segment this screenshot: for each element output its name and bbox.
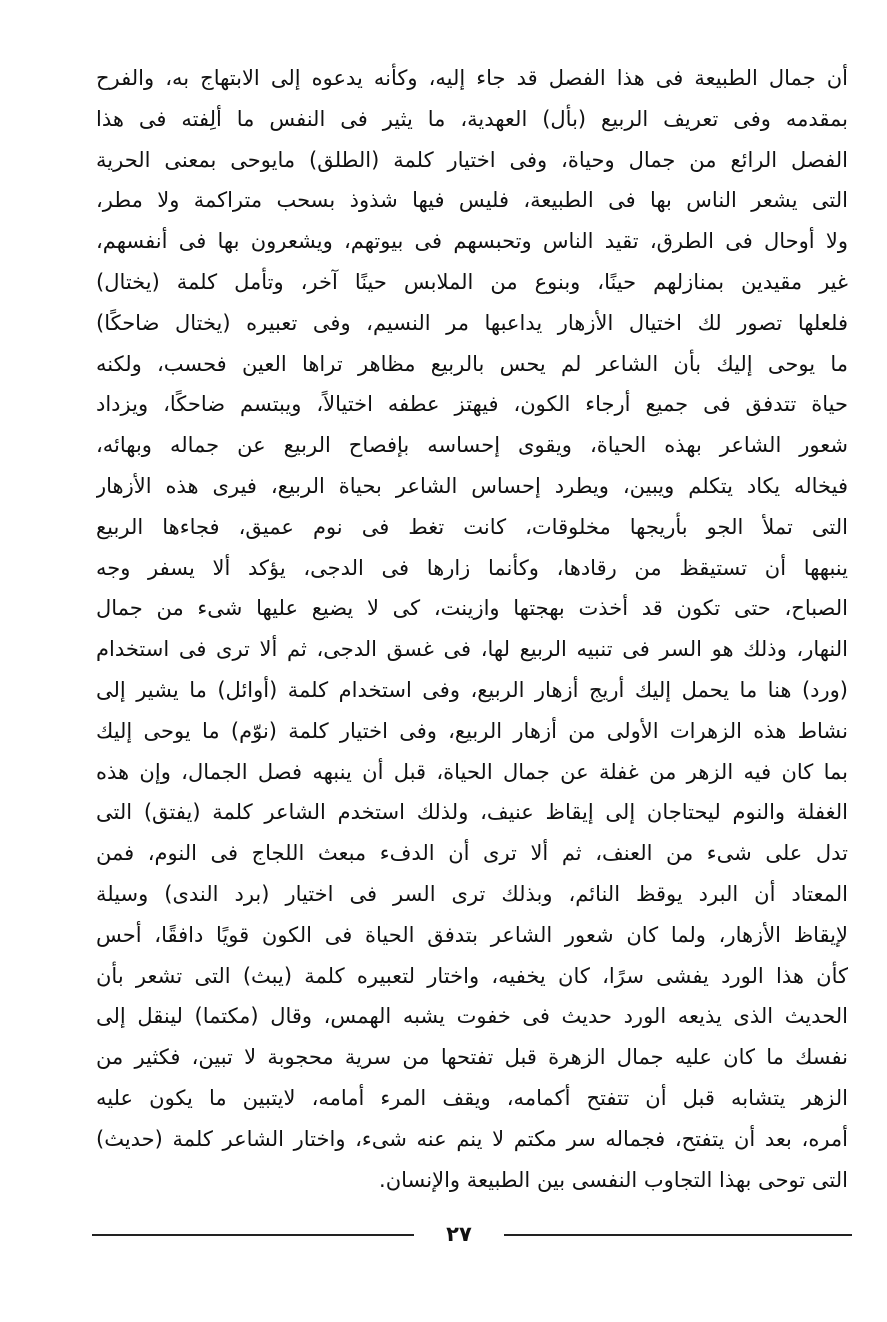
text-line: فلعلها تصور لك اختيال الأزهار يداعبها مر النسيم، وفى تعبيره (يختال ضاحكًا) [96,310,848,335]
text-line: كأن هذا الورد يفشى سرًا، كان يخفيه، واختار لتعبيره كلمة (يبث) التى تشعر بأن [96,963,848,988]
text-line: ينبهها أن تستيقظ من رقادها، وكأنما زارها فى الدجى، يؤكد ألا يسفر وجه [96,555,848,580]
text-line: التى تملأ الجو بأريجها مخلوقات، كانت تغط فى نوم عميق، فجاءها الربيع [96,514,848,539]
text-line: أن جمال الطبيعة فى هذا الفصل قد جاء إليه، وكأنه يدعوه إلى الابتهاج به، والفرح [96,66,848,90]
text-line: ولا أوحال فى الطرق، تقيد الناس وتحبسهم فى بيوتهم، ويشعرون بها فى أنفسهم، [96,229,848,254]
footer-rule-left [92,1234,414,1236]
text-line: شعور الشاعر بهذه الحياة، ويقوى إحساسه بإفصاح الربيع عن جماله وبهائه، [96,433,848,458]
text-line: التى يشعر الناس بها فى الطبيعة، فليس فيها شذوذ بسحب متراكمة ولا مطر، [96,188,848,213]
text-line: نفسك ما كان عليه جمال الزهرة قبل تفتحها من سرية محجوبة لا تبين، فكثير من [96,1045,848,1070]
text-line: الفصل الرائع من جمال وحياة، وفى اختيار كلمة (الطلق) مايوحى بمعنى الحرية [96,147,848,172]
page-footer [92,1220,852,1248]
body-text [96,58,848,1200]
text-line-last: التى توحى بهذا التجاوب النفسى بين الطبيعة والإنسان. [379,1167,848,1192]
text-line: ما يوحى إليك بأن الشاعر لم يحس بالربيع مظاهر تراها العين فحسب، ولكنه [96,351,848,376]
text-line: المعتاد أن البرد يوقظ النائم، وبذلك ترى السر فى اختيار (برد الندى) وسيلة [96,881,848,906]
text-line: لإيقاظ الأزهار، ولما كان شعور الشاعر بتدفق الحياة فى الكون قويًا دافقًا، أحس [96,922,848,947]
text-line: (ورد) هنا ما يحمل إليك أريج أزهار الربيع، وفى استخدام كلمة (أوائل) ما يشير إلى [96,677,848,702]
page-number: ٢٧ [446,1222,472,1246]
text-line: بمقدمه وفى تعريف الربيع (بأل) العهدية، ما يثير فى النفس ما ألِفته فى هذا [96,106,848,131]
text-line: غير مقيدين بمنازلهم حينًا، وبنوع من الملابس حينًا آخر، وتأمل كلمة (يختال) [96,269,848,294]
text-line: بما كان فيه الزهر من غفلة عن جمال الحياة، قبل أن ينبهه فصل الجمال، وإن هذه [96,759,848,784]
text-line: النهار، وذلك هو السر فى تنبيه الربيع لها، فى غسق الدجى، ثم ألا ترى فى استخدام [96,637,848,662]
text-line: حياة تتدفق فى جميع أرجاء الكون، فيهتز عطفه اختيالاً، ويبتسم ضاحكًا، ويزداد [96,392,848,417]
text-line: الغفلة والنوم ليحتاجان إلى إيقاظ عنيف، ولذلك استخدم الشاعر كلمة (يفتق) التى [96,800,848,825]
text-line: نشاط هذه الزهرات الأولى من أزهار الربيع، وفى اختيار كلمة (نوّم) ما يوحى إليك [96,718,848,743]
text-line: الزهر يتشابه قبل أن تتفتح أكمامه، ويقف المرء أمامه، لايتبين ما يكون عليه [96,1085,848,1110]
text-line: فيخاله يكاد يتكلم ويبين، ويطرد إحساس الشاعر بحياة الربيع، فيرى هذه الأزهار [96,473,848,498]
footer-rule-right [504,1234,852,1236]
text-line: أمره، بعد أن يتفتح، فجماله سر مكتم لا ينم عنه شىء، واختار الشاعر كلمة (حديث) [96,1126,848,1151]
text-line: الحديث الذى يذيعه الورد حديث فى خفوت يشبه الهمس، وقال (مكتما) لينقل إلى [96,1004,848,1029]
text-line: الصباح، حتى تكون قد أخذت بهجتها وازينت، كى لا يضيع عليها شىء من جمال [96,596,848,621]
text-line: تدل على شىء من العنف، ثم ألا ترى أن الدفء مبعث اللجاج فى النوم، فمن [96,841,848,866]
